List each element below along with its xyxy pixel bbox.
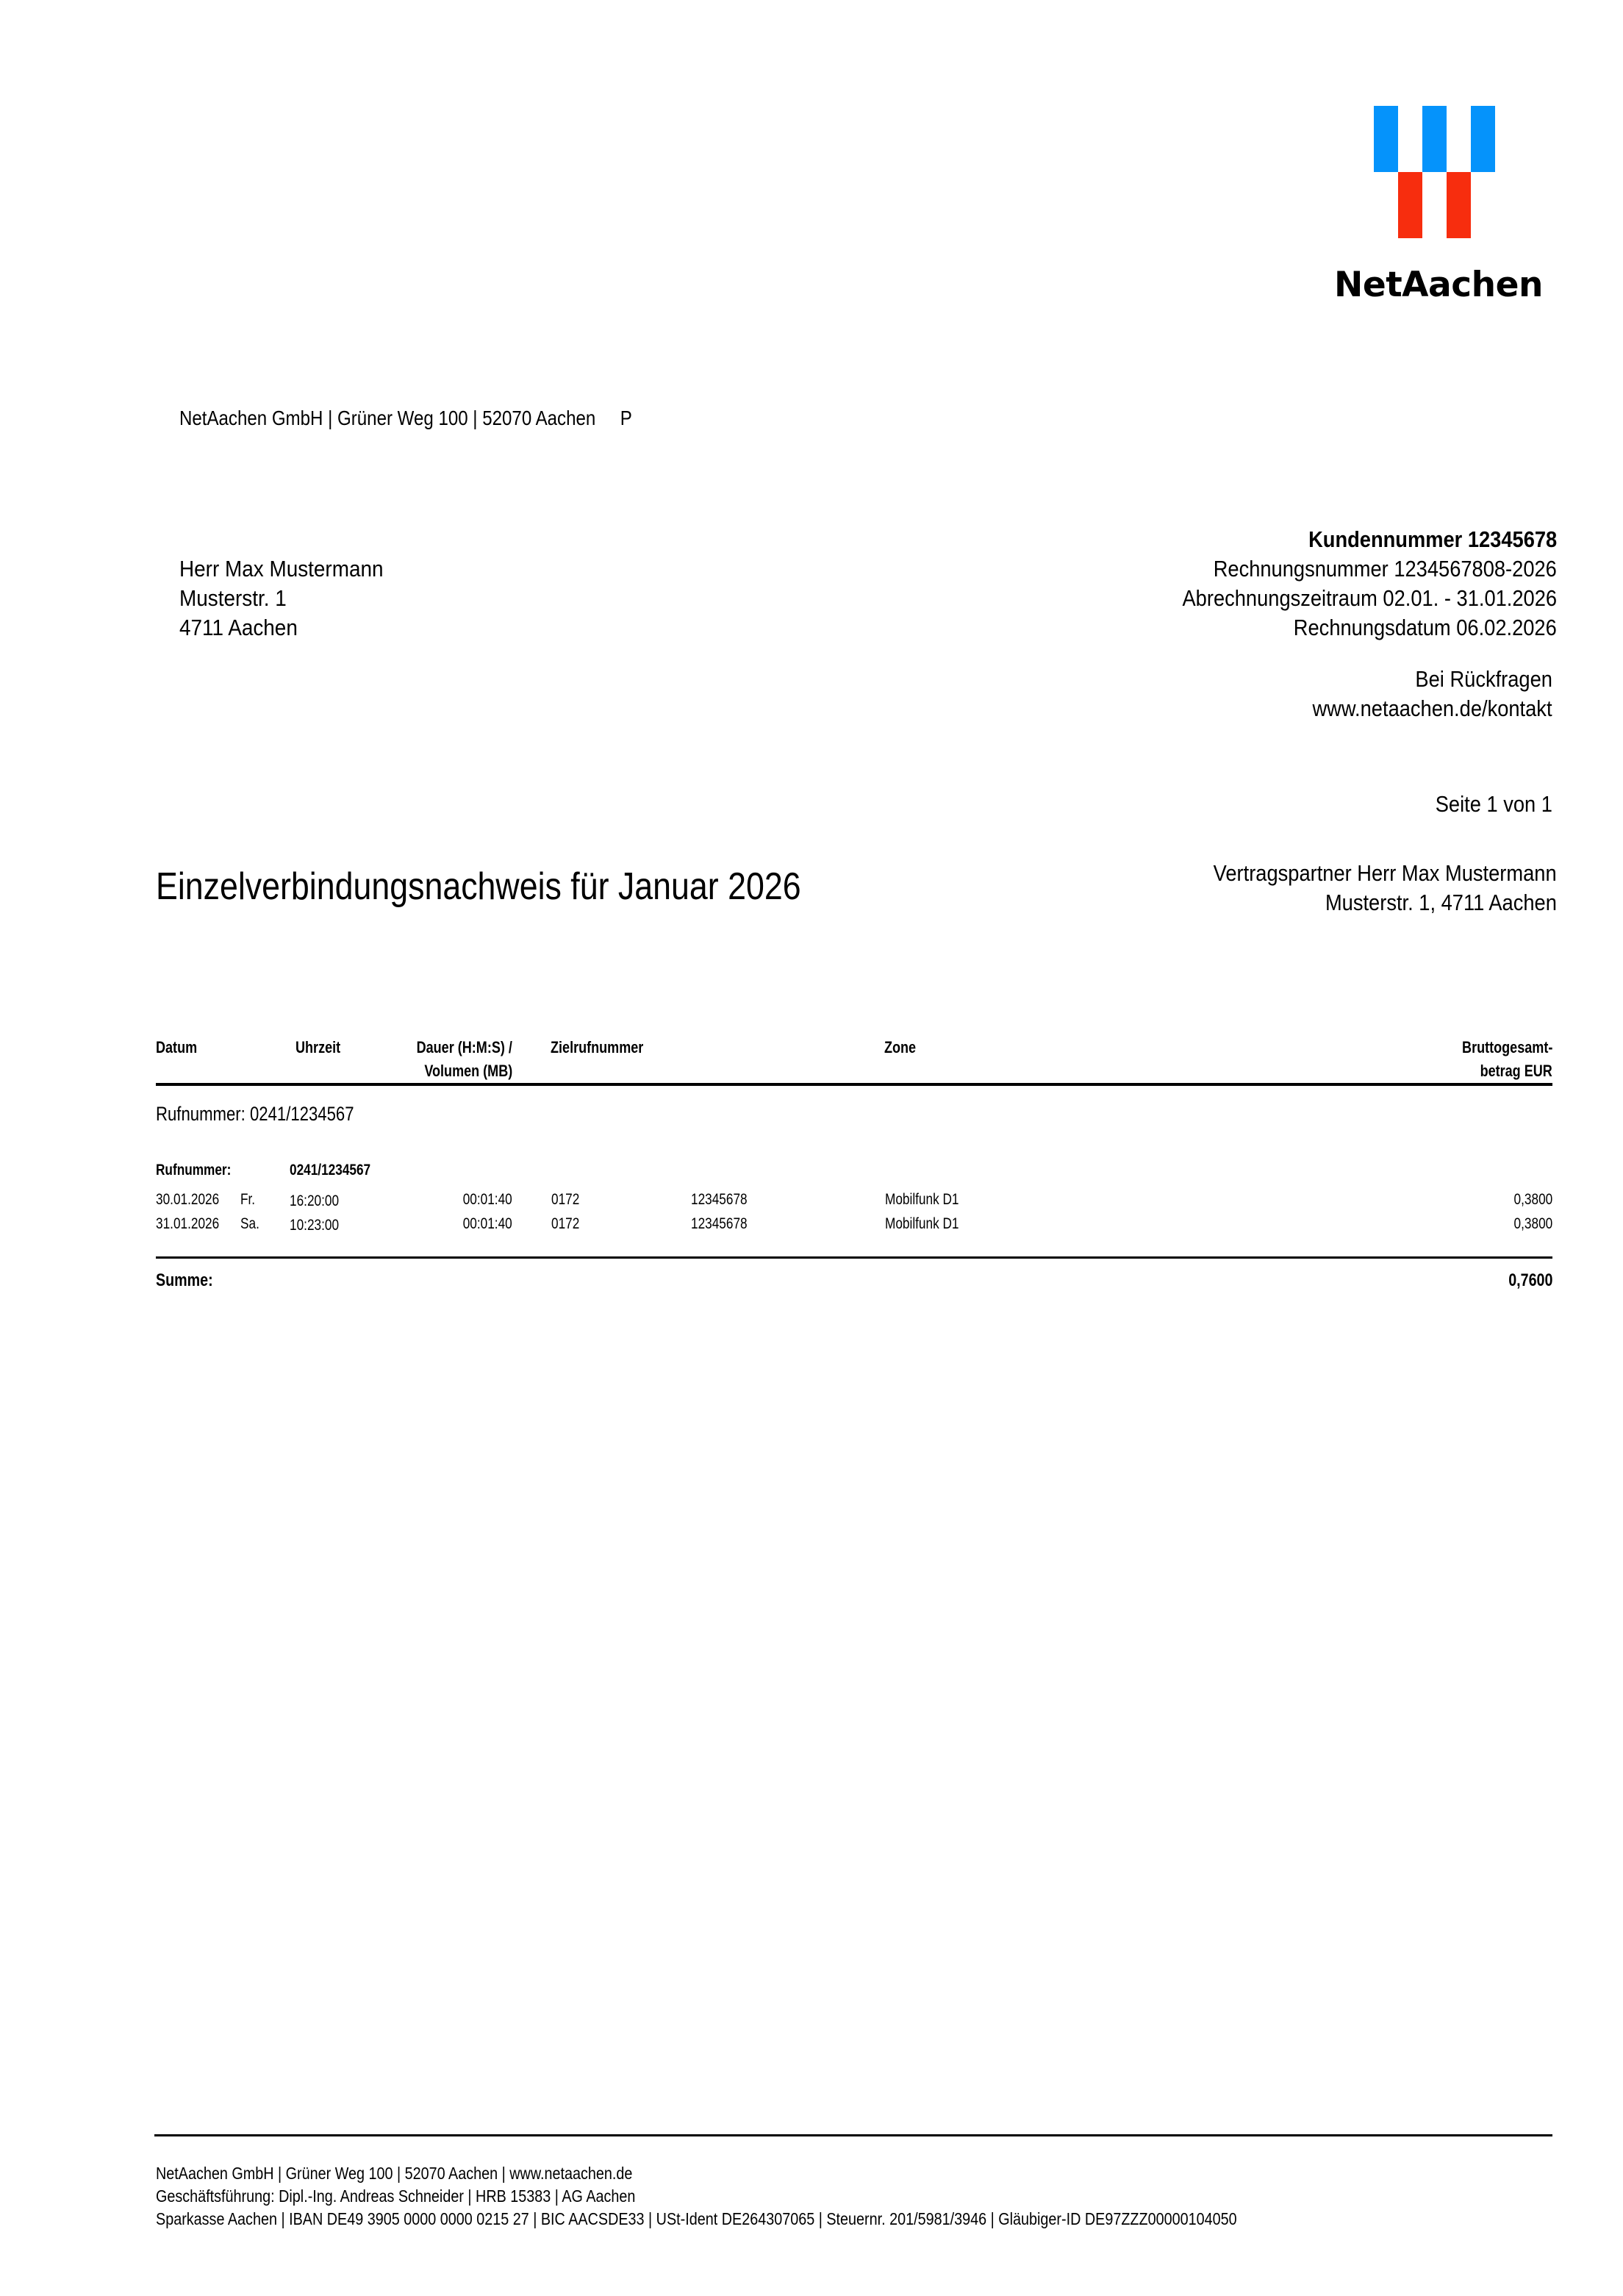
cell-amount: 0,3800 xyxy=(1513,1191,1552,1208)
cell-day: Sa. xyxy=(240,1215,259,1232)
page-indicator: Seite 1 von 1 xyxy=(1435,791,1552,817)
contract-partner-address: Musterstr. 1, 4711 Aachen xyxy=(1325,890,1557,915)
billing-period: Abrechnungszeitraum 02.01. - 31.01.2026 xyxy=(1182,585,1557,611)
header-divider xyxy=(156,1083,1552,1086)
group-title: Rufnummer: 0241/1234567 xyxy=(156,1103,354,1125)
cell-number: 12345678 xyxy=(691,1215,748,1232)
col-header-zone: Zone xyxy=(884,1038,917,1056)
logo-red-bar-2 xyxy=(1447,172,1471,238)
logo-blue-bar-2 xyxy=(1422,106,1447,172)
cell-amount: 0,3800 xyxy=(1513,1215,1552,1232)
sum-divider xyxy=(156,1256,1552,1259)
sum-label: Summe: xyxy=(156,1270,213,1290)
footer-divider xyxy=(154,2134,1552,2136)
sender-line: NetAachen GmbH | Grüner Weg 100 | 52070 Aachen P xyxy=(179,407,632,429)
customer-number: Kundennummer 12345678 xyxy=(1308,526,1557,552)
document-title: Einzelverbindungsnachweis für Januar 2026 xyxy=(156,865,801,908)
sum-value: 0,7600 xyxy=(1508,1270,1552,1290)
invoice-date: Rechnungsdatum 06.02.2026 xyxy=(1294,615,1557,640)
cell-day: Fr. xyxy=(240,1191,256,1208)
logo-wordmark: NetAachen xyxy=(1334,265,1543,305)
col-header-uhrzeit: Uhrzeit xyxy=(295,1038,341,1056)
cell-zone: Mobilfunk D1 xyxy=(885,1215,959,1232)
logo-red-bar-1 xyxy=(1398,172,1422,238)
cell-date: 31.01.2026 xyxy=(156,1215,220,1232)
cell-duration: 00:01:40 xyxy=(462,1191,512,1208)
contact-label: Bei Rückfragen xyxy=(1415,666,1552,692)
footer-management-line: Geschäftsführung: Dipl.-Ing. Andreas Schneider | HRB 15383 | AG Aachen xyxy=(156,2186,636,2206)
invoice-number: Rechnungsnummer 1234567808-2026 xyxy=(1213,556,1557,582)
contact-link[interactable]: www.netaachen.de/kontakt xyxy=(1312,695,1552,721)
contract-partner-name: Vertragspartner Herr Max Mustermann xyxy=(1214,860,1557,886)
recipient-city: 4711 Aachen xyxy=(179,615,298,640)
footer-company-line: NetAachen GmbH | Grüner Weg 100 | 52070 Aachen | www.netaachen.de xyxy=(156,2164,633,2183)
cell-zone: Mobilfunk D1 xyxy=(885,1191,959,1208)
col-header-volumen: Volumen (MB) xyxy=(424,1062,512,1080)
cell-prefix: 0172 xyxy=(551,1215,580,1232)
subgroup-label: Rufnummer: xyxy=(156,1162,232,1179)
recipient-street: Musterstr. 1 xyxy=(179,585,287,611)
cell-date: 30.01.2026 xyxy=(156,1191,220,1208)
recipient-name: Herr Max Mustermann xyxy=(179,556,384,582)
logo-blue-bar-3 xyxy=(1471,106,1495,172)
sender-return-address xyxy=(179,407,706,430)
subgroup-value: 0241/1234567 xyxy=(290,1162,371,1179)
footer-bank-line: Sparkasse Aachen | IBAN DE49 3905 0000 0000 0215 27 | BIC AACSDE33 | USt-Ident DE264307065 | Steuernr. 201/5981/3946 | Gläubiger-ID DE97ZZZ00000104050 xyxy=(156,2209,1237,2228)
cell-time: 16:20:00 xyxy=(290,1192,340,1209)
cell-duration: 00:01:40 xyxy=(462,1215,512,1232)
cell-number: 12345678 xyxy=(691,1191,748,1208)
col-header-zielrufnummer: Zielrufnummer xyxy=(551,1038,644,1056)
netaachen-logo-icon xyxy=(1374,106,1495,238)
cell-time: 10:23:00 xyxy=(290,1217,340,1234)
col-header-dauer: Dauer (H:M:S) / xyxy=(416,1038,512,1056)
cell-prefix: 0172 xyxy=(551,1191,580,1208)
col-header-betrag: Bruttogesamt- xyxy=(1461,1038,1552,1056)
col-header-datum: Datum xyxy=(156,1038,198,1056)
logo-blue-bar-1 xyxy=(1374,106,1398,172)
col-header-betrag-2: betrag EUR xyxy=(1480,1062,1552,1080)
